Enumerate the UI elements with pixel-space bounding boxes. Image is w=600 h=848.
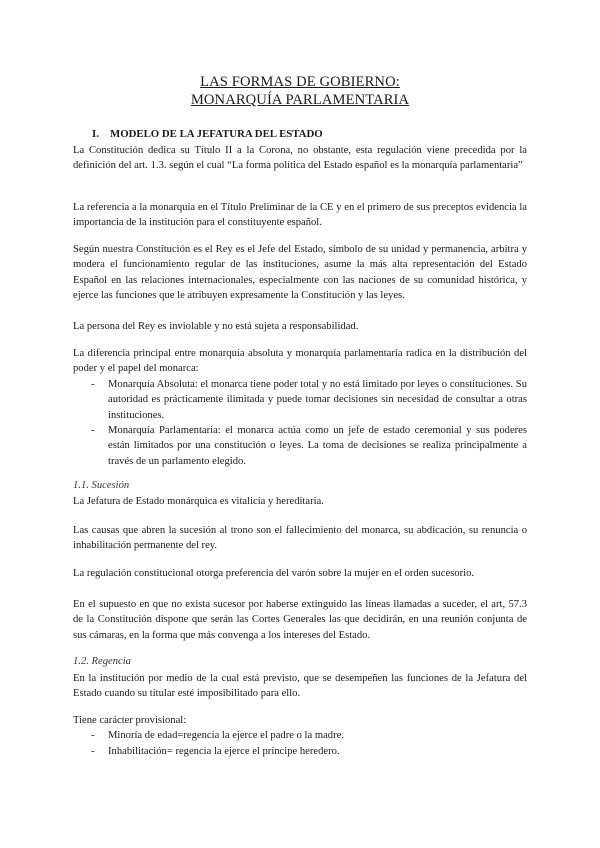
regencia-list bbox=[73, 728, 527, 759]
document-title-line2: MONARQUÍA PARLAMENTARIA bbox=[190, 92, 410, 108]
section-number: I. bbox=[92, 128, 99, 140]
paragraph-rey-funciones bbox=[73, 242, 527, 304]
list-item bbox=[73, 377, 527, 423]
list-item-text: Inhabilitación= regencia la ejerce el príncipe heredero. bbox=[108, 745, 340, 757]
dash-marker: - bbox=[91, 730, 95, 742]
paragraph-causas bbox=[73, 523, 527, 554]
paragraph-provisional bbox=[73, 713, 527, 759]
paragraph-regencia-def bbox=[73, 671, 527, 702]
paragraph-supuesto bbox=[73, 597, 527, 643]
dash-marker: - bbox=[91, 745, 95, 757]
section-heading bbox=[92, 128, 323, 140]
paragraph-text: En la institución por medio de la cual está previsto, que se desempeñen las funciones de la Jefatura del Estado cuando su titular esté imposibilitado para ello. bbox=[73, 673, 527, 700]
section-heading-text: MODELO DE LA JEFATURA DEL ESTADO bbox=[110, 128, 323, 140]
paragraph-text: La Jefatura de Estado monárquica es vitalicia y hereditaria. bbox=[73, 496, 324, 507]
list-item-text: Monarquía Absoluta: el monarca tiene poder total y no está limitado por leyes o constituciones. Su autoridad es prácticamente ilimitada y puede tomar decisiones sin necesidad de consultar a otras instituciones. bbox=[108, 378, 527, 421]
paragraph-text: Según nuestra Constitución es el Rey es el Jefe del Estado, símbolo de su unidad y permanencia, arbitra y modera el funcionamiento regular de las instituciones, asume la más alta representación del Estado Español en las relaciones internacionales, especialmente con las naciones de su comunidad histórica, y ejerce las funciones que le atribuyen expresamente la Constitución y las leyes. bbox=[73, 244, 527, 302]
paragraph-text: Tiene carácter provisional: bbox=[73, 715, 187, 726]
list-item bbox=[73, 728, 527, 743]
list-item-text: Monarquía Parlamentaria: el monarca actúa como un jefe de estado ceremonial y sus poderes están limitados por una constitución o leyes. La toma de decisiones se realiza principalmente a través de un parlamento elegido. bbox=[108, 425, 527, 467]
paragraph-intro bbox=[73, 143, 527, 174]
paragraph-text: En el supuesto en que no exista sucesor por haberse extinguido las líneas llamadas a suceder, el art, 57.3 de la Constitución dispone que serán las Cortes Generales las que decidirán, en una reunión conjunta de sus cámaras, en la forma que más convenga a los intereses del Estado. bbox=[73, 599, 527, 641]
document-title-line1: LAS FORMAS DE GOBIERNO: bbox=[200, 74, 400, 90]
subsection-heading-sucesion: 1.1. Sucesión bbox=[73, 480, 130, 491]
list-item-text: Minoría de edad=regencia la ejerce el padre o la madre. bbox=[108, 730, 344, 742]
paragraph-text: La persona del Rey es inviolable y no está sujeta a responsabilidad. bbox=[73, 321, 359, 332]
paragraph-text: La regulación constitucional otorga preferencia del varón sobre la mujer en el orden sucesorio. bbox=[73, 568, 475, 579]
list-item bbox=[73, 423, 527, 469]
paragraph-preferencia bbox=[73, 566, 527, 581]
paragraph-text: La Constitución dedica su Título II a la Corona, no obstante, esta regulación viene precedida por la definición del art. 1.3. según el cual “La forma política del Estado español es la monarquía parlamentaria” bbox=[73, 145, 527, 172]
paragraph-inviolable bbox=[73, 319, 527, 334]
paragraph-diferencia bbox=[73, 346, 527, 469]
list-item bbox=[73, 744, 527, 759]
paragraph-vitalicia bbox=[73, 494, 527, 509]
paragraph-text: La referencia a la monarquía en el Título Preliminar de la CE y en el primero de sus preceptos evidencia la importancia de la institución para el constituyente español. bbox=[73, 202, 527, 229]
dash-marker: - bbox=[91, 378, 95, 390]
paragraph-text: Las causas que abren la sucesión al trono son el fallecimiento del monarca, su abdicación, su renuncia o inhabilitación permanente del rey. bbox=[73, 525, 527, 552]
dash-marker: - bbox=[91, 425, 95, 437]
paragraph-text: La diferencia principal entre monarquía absoluta y monarquía parlamentaria radica en la distribución del poder y el papel del monarca: bbox=[73, 348, 527, 375]
subsection-heading-regencia: 1.2. Regencia bbox=[73, 656, 131, 667]
paragraph-preliminar bbox=[73, 200, 527, 231]
monarchy-types-list bbox=[73, 377, 527, 469]
